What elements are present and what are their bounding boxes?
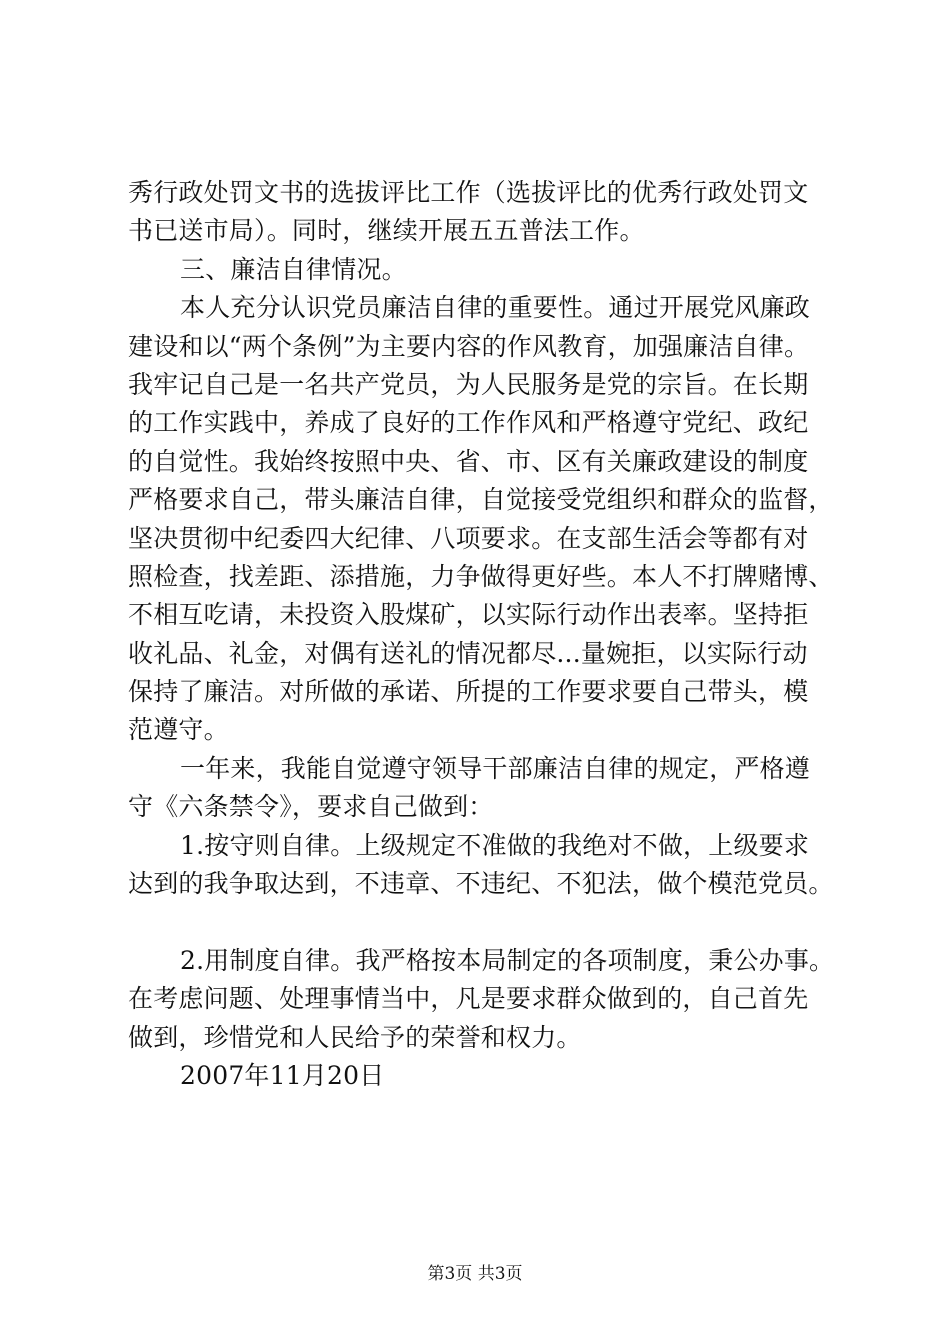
text-line: 保持了廉洁。对所做的承诺、所提的工作要求要自己带头，模 [128, 677, 809, 707]
text-line: 我牢记自己是一名共产党员，为人民服务是党的宗旨。在长期 [128, 369, 809, 399]
text-line: 一年来，我能自觉遵守领导干部廉洁自律的规定，严格遵 [180, 753, 811, 783]
text-line: 秀行政处罚文书的选拔评比工作（选拔评比的优秀行政处罚文 [128, 178, 809, 207]
section-heading: 三、廉洁自律情况。 [180, 254, 407, 284]
page-footer [0, 1263, 950, 1285]
text-line: 的工作实践中，养成了良好的工作作风和严格遵守党纪、政纪 [128, 408, 809, 438]
list-item-text: 1.按守则自律。上级规定不准做的我绝对不做，上级要求 [180, 830, 810, 860]
blank-line [128, 903, 828, 941]
list-item-text: 达到的我争取达到，不违章、不违纪、不犯法，做个模范党员。 [128, 869, 834, 899]
text-line: 坚决贯彻中纪委四大纪律、八项要求。在支部生活会等都有对 [128, 523, 809, 553]
list-item-text: 在考虑问题、处理事情当中，凡是要求群众做到的，自己首先 [128, 984, 809, 1014]
text-line: 建设和以“两个条例”为主要内容的作风教育，加强廉洁自律。 [128, 331, 810, 361]
text-line: 的自觉性。我始终按照中央、省、市、区有关廉政建设的制度 [128, 446, 809, 476]
text-line: 范遵守。 [128, 715, 229, 745]
text-line: 书已送市局）。同时，继续开展五五普法工作。 [128, 216, 645, 246]
document-date: 2007年11月20日 [180, 1060, 385, 1090]
text-line: 照检查，找差距、添措施，力争做得更好些。本人不打牌赌博、 [128, 561, 834, 591]
text-line: 收礼品、礼金，对偶有送礼的情况都尽...量婉拒，以实际行动 [128, 638, 808, 668]
text-line: 本人充分认识党员廉洁自律的重要性。通过开展党风廉政 [180, 293, 811, 323]
text-line: 守《六条禁令》，要求自己做到： [128, 792, 494, 822]
text-line: 不相互吃请，未投资入股煤矿，以实际行动作出表率。坚持拒 [128, 600, 809, 630]
list-item-text: 2.用制度自律。我严格按本局制定的各项制度，秉公办事。 [180, 945, 835, 975]
page-number: 第3页 共3页 [427, 1264, 523, 1284]
list-item-text: 做到，珍惜党和人民给予的荣誉和权力。 [128, 1022, 582, 1052]
text-line: 严格要求自己，带头廉洁自律，自觉接受党组织和群众的监督， [128, 485, 834, 515]
document-body [128, 174, 835, 1095]
